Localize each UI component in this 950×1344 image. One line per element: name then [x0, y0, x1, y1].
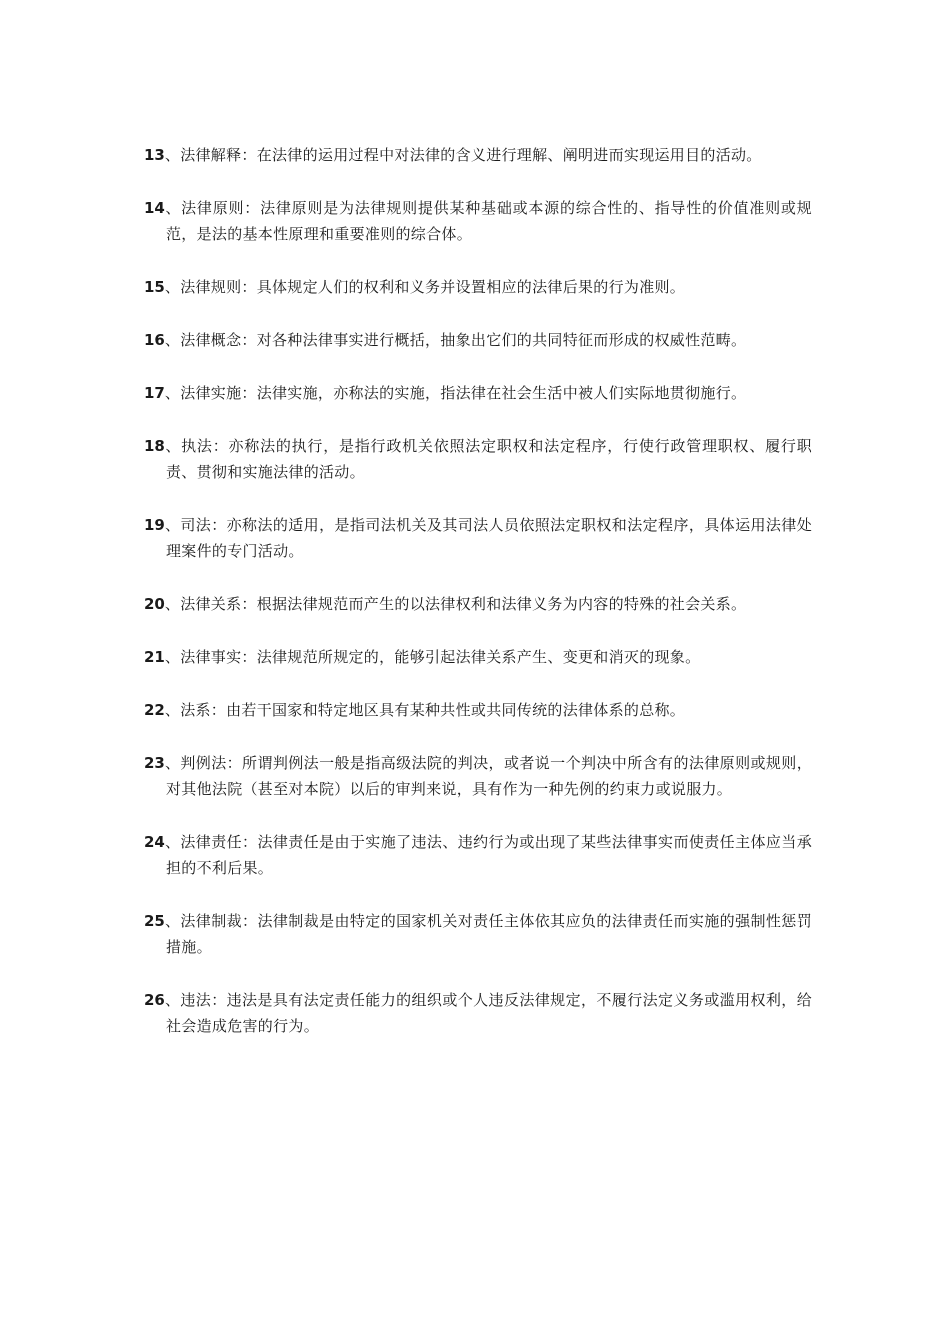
term-entry-13 [144, 142, 812, 168]
entry-definition: 所谓判例法一般是指高级法院的判决，或者说一个判决中所含有的法律原则或规则，对其他法院（甚至对本院）以后的审判来说，具有作为一种先例的约束力或说服力。 [166, 754, 812, 798]
entry-colon: ： [241, 648, 257, 666]
term-entry-14 [144, 195, 812, 247]
entry-definition: 由若干国家和特定地区具有某种共性或共同传统的法律体系的总称。 [226, 701, 686, 719]
entry-term: 法律事实 [180, 648, 242, 666]
term-entry-18 [144, 433, 812, 485]
entry-separator: 、 [164, 384, 181, 402]
term-entry-26 [144, 987, 812, 1039]
entry-number: 19 [144, 516, 165, 534]
entry-number: 21 [144, 648, 165, 666]
term-entry-20 [144, 591, 812, 617]
entry-colon: ： [241, 331, 257, 349]
entry-colon: ： [211, 991, 227, 1009]
term-entry-19 [144, 512, 812, 564]
term-entry-23 [144, 750, 812, 802]
entry-separator: 、 [164, 833, 181, 851]
entry-number: 23 [144, 754, 165, 772]
entry-colon: ： [211, 516, 227, 534]
entry-term: 法律实施 [180, 384, 242, 402]
entry-definition: 对各种法律事实进行概括，抽象出它们的共同特征而形成的权威性范畴。 [256, 331, 747, 349]
term-entry-15 [144, 274, 812, 300]
entry-definition: 法律实施，亦称法的实施，指法律在社会生活中被人们实际地贯彻施行。 [256, 384, 747, 402]
entry-number: 25 [144, 912, 165, 930]
entry-separator: 、 [164, 437, 182, 455]
entry-colon: ： [226, 754, 243, 772]
entry-definition: 法律规范所规定的，能够引起法律关系产生、变更和消灭的现象。 [256, 648, 701, 666]
term-entry-17 [144, 380, 812, 406]
entry-colon: ： [210, 701, 227, 719]
entry-definition: 法律制裁是由特定的国家机关对责任主体依其应负的法律责任而实施的强制性惩罚措施。 [166, 912, 812, 956]
entry-term: 判例法 [180, 754, 227, 772]
term-entry-16 [144, 327, 812, 353]
term-definition-list [144, 142, 812, 1066]
entry-separator: 、 [164, 595, 181, 613]
entry-term: 法律概念 [180, 331, 242, 349]
entry-colon: ： [241, 278, 257, 296]
entry-term: 法律关系 [180, 595, 242, 613]
entry-separator: 、 [164, 331, 181, 349]
entry-number: 16 [144, 331, 165, 349]
entry-term: 法律责任 [180, 833, 243, 851]
entry-separator: 、 [164, 199, 182, 217]
entry-term: 法律解释 [180, 146, 242, 164]
entry-number: 26 [144, 991, 165, 1009]
entry-term: 违法 [180, 991, 212, 1009]
entry-colon: ： [241, 595, 257, 613]
entry-term: 法律规则 [180, 278, 242, 296]
entry-definition: 亦称法的执行，是指行政机关依照法定职权和法定程序，行使行政管理职权、履行职责、贯彻和实施法律的活动。 [166, 437, 812, 481]
term-entry-21 [144, 644, 812, 670]
entry-number: 18 [144, 437, 165, 455]
entry-separator: 、 [164, 648, 181, 666]
entry-number: 13 [144, 146, 165, 164]
entry-definition: 法律原则是为法律规则提供某种基础或本源的综合性的、指导性的价值准则或规范，是法的基本性原理和重要准则的综合体。 [166, 199, 812, 243]
entry-number: 17 [144, 384, 165, 402]
entry-term: 法系 [180, 701, 211, 719]
entry-colon: ： [242, 912, 258, 930]
entry-separator: 、 [164, 278, 181, 296]
entry-definition: 具体规定人们的权利和义务并设置相应的法律后果的行为准则。 [256, 278, 686, 296]
entry-definition: 违法是具有法定责任能力的组织或个人违反法律规定，不履行法定义务或滥用权利，给社会造成危害的行为。 [166, 991, 812, 1035]
entry-colon: ： [212, 437, 229, 455]
entry-colon: ： [241, 146, 257, 164]
entry-definition: 亦称法的适用，是指司法机关及其司法人员依照法定职权和法定程序，具体运用法律处理案件的专门活动。 [166, 516, 812, 560]
entry-term: 执法 [181, 437, 213, 455]
entry-term: 司法 [180, 516, 212, 534]
entry-definition: 法律责任是由于实施了违法、违约行为或出现了某些法律事实而使责任主体应当承担的不利后果。 [166, 833, 812, 877]
entry-separator: 、 [164, 516, 181, 534]
entry-term: 法律制裁 [180, 912, 243, 930]
entry-separator: 、 [164, 991, 181, 1009]
term-entry-24 [144, 829, 812, 881]
entry-separator: 、 [164, 912, 181, 930]
entry-separator: 、 [164, 701, 181, 719]
term-entry-25 [144, 908, 812, 960]
entry-term: 法律原则 [181, 199, 245, 217]
entry-colon: ： [242, 833, 258, 851]
term-entry-22 [144, 697, 812, 723]
entry-definition: 根据法律规范而产生的以法律权利和法律义务为内容的特殊的社会关系。 [256, 595, 747, 613]
entry-definition: 在法律的运用过程中对法律的含义进行理解、阐明进而实现运用目的活动。 [256, 146, 762, 164]
entry-number: 15 [144, 278, 165, 296]
entry-separator: 、 [164, 146, 181, 164]
entry-number: 22 [144, 701, 165, 719]
entry-separator: 、 [164, 754, 181, 772]
entry-colon: ： [244, 199, 261, 217]
entry-number: 20 [144, 595, 165, 613]
entry-colon: ： [241, 384, 257, 402]
entry-number: 24 [144, 833, 165, 851]
entry-number: 14 [144, 199, 165, 217]
